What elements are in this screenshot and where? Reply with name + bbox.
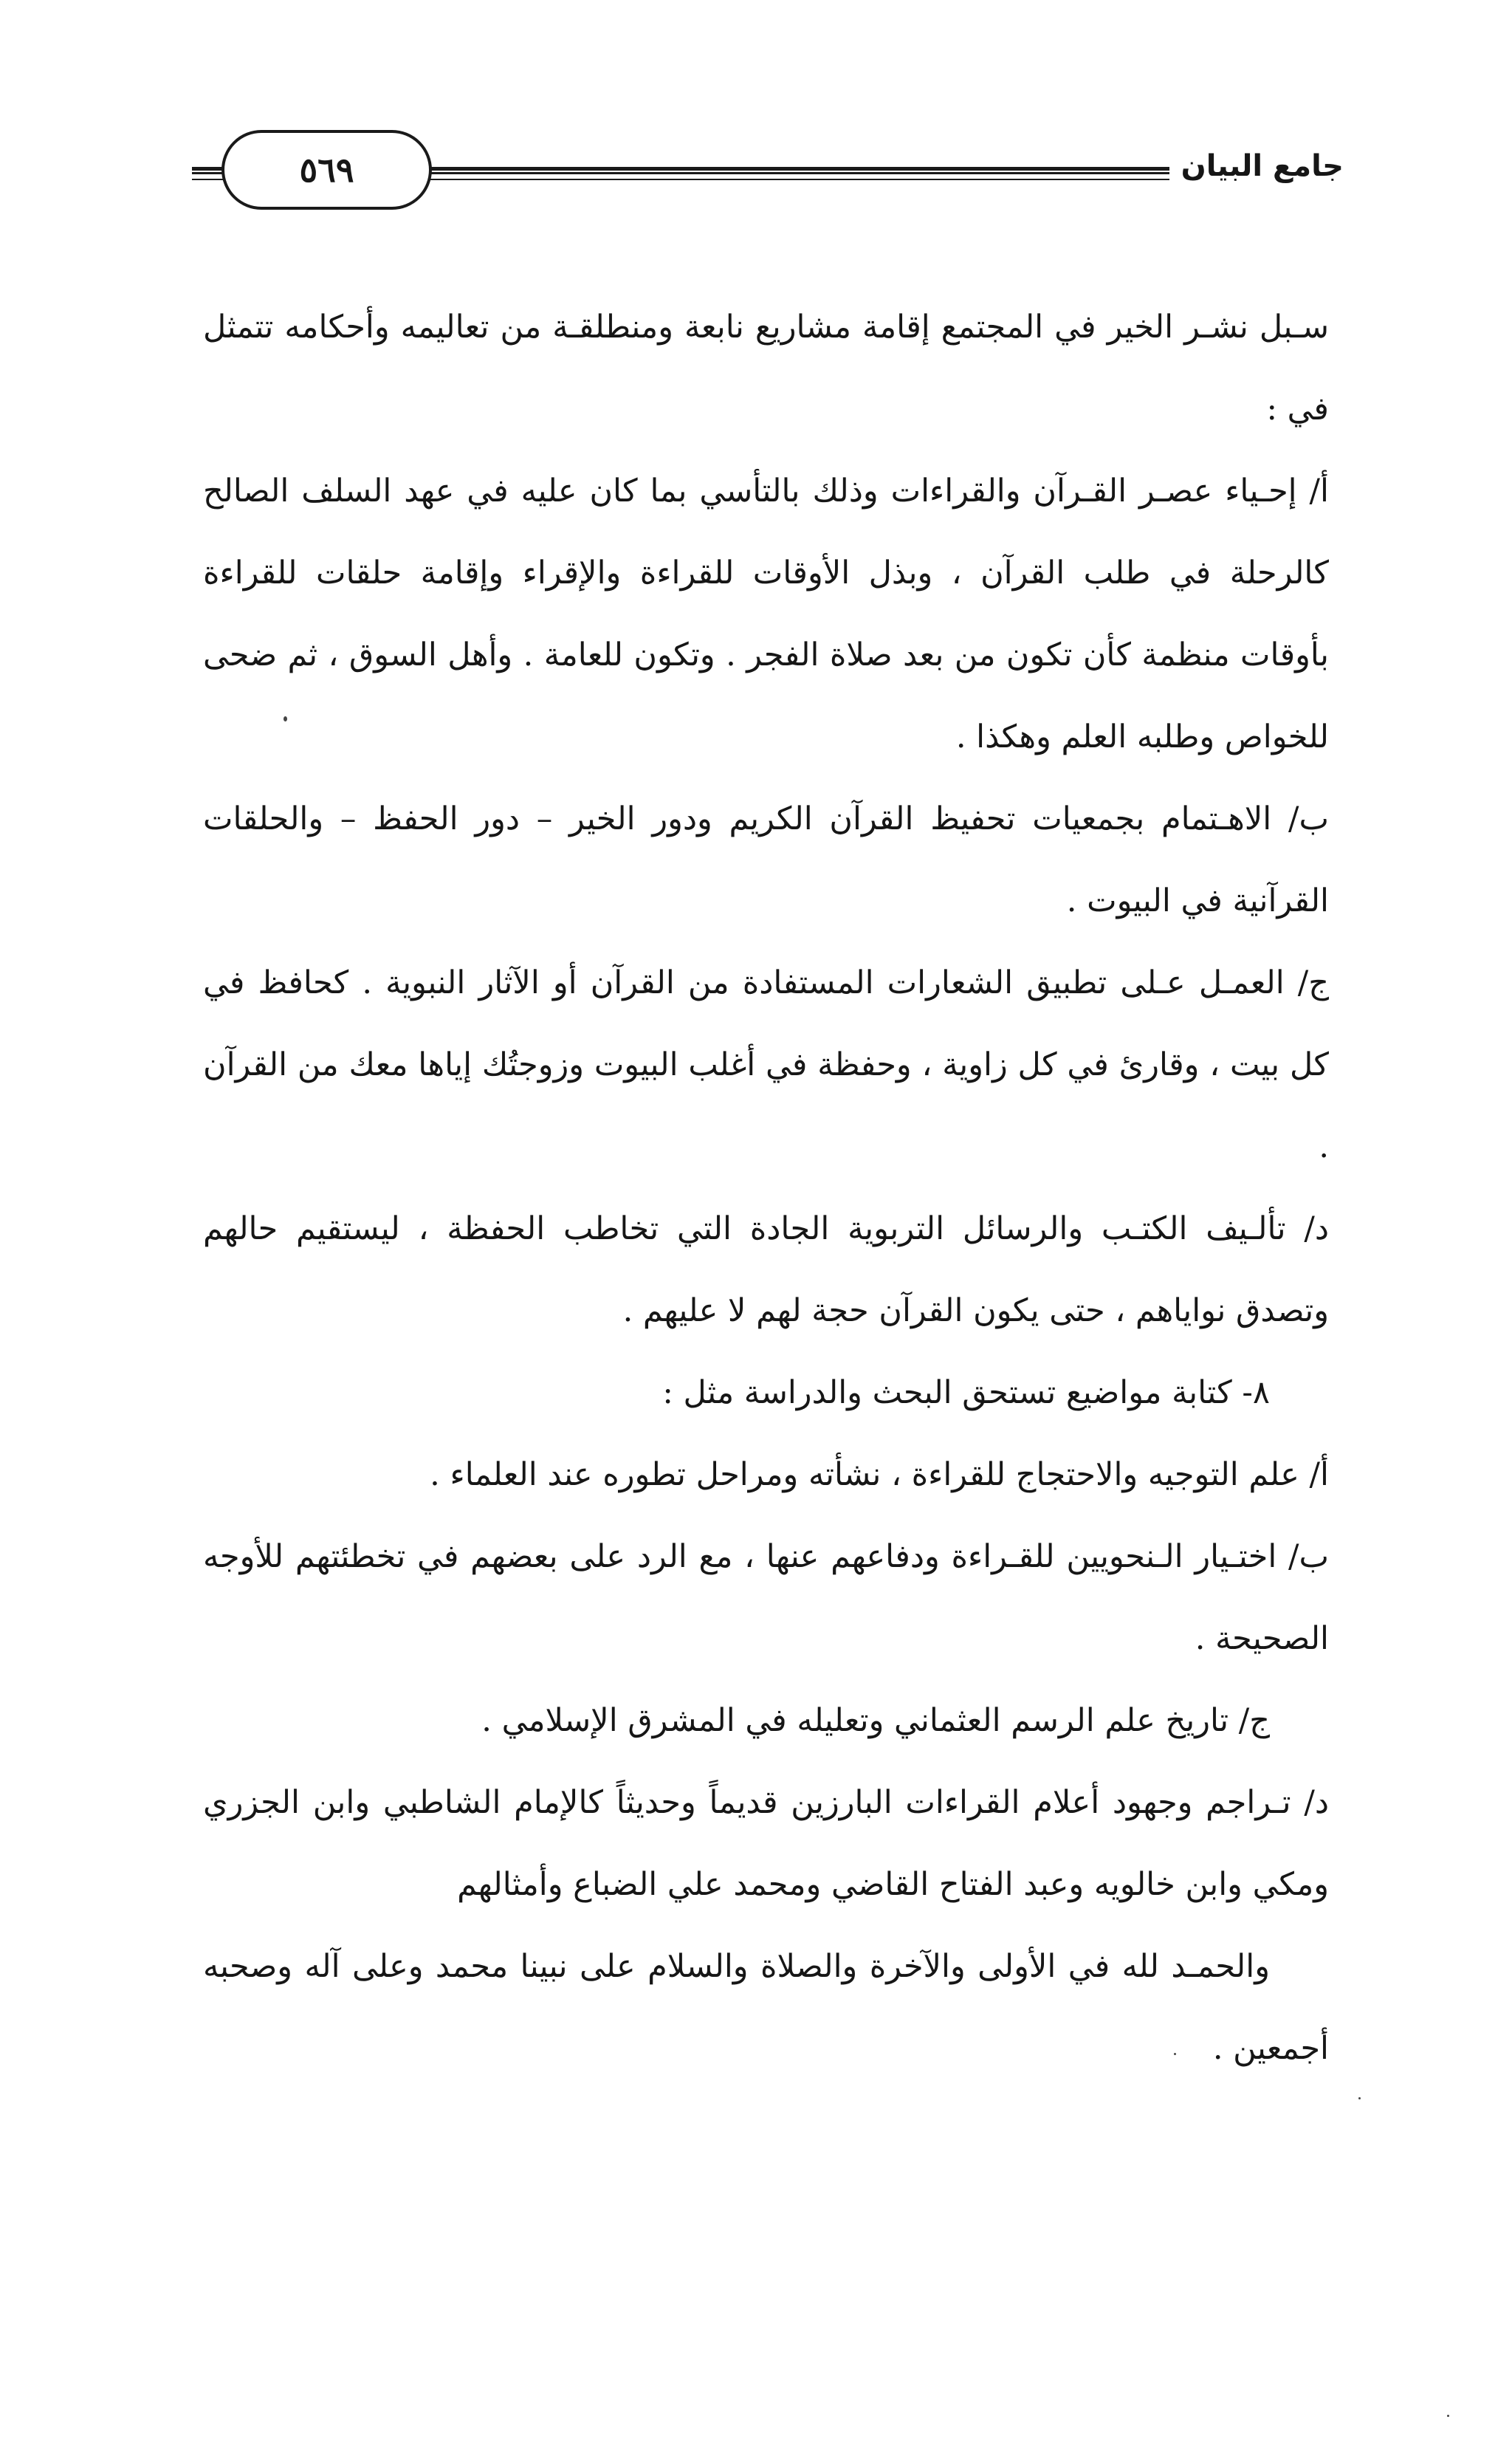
paragraph-item-alif: أ/ إحـياء عصـر القـرآن والقراءات وذلك بالتأسي بما كان عليه في عهد السلف الصالح كالرحلة في طلب القرآن ، وبذل الأوقات للقراءة والإقراء وإقامة حلقات للقراءة بأوقات منظمة كأن تكون من بعد صلاة الفجر . وتكون للعامة . وأهل السوق ، ثم ضحى للخواص وطلبه العلم وهكذا . [203, 473, 1329, 755]
paragraph-item-dal: د/ تألـيف الكتـب والرسائل التربوية الجادة التي تخاطب الحفظة ، ليستقيم حالهم وتصدق نواياهم ، حتى يكون القرآن حجة لهم لا عليهم . [203, 1210, 1329, 1329]
paragraph-sub-ba: ب/ اختـيار الـنحويين للقـراءة ودفاعهم عنها ، مع الرد على بعضهم في تخطئتهم للأوجه الصحيحة . [203, 1538, 1329, 1657]
page-body [203, 287, 1329, 2090]
paragraph-intro: سـبل نشـر الخير في المجتمع إقامة مشاريع نابعة ومنطلقـة من تعاليمه وأحكامه تتمثل في : [203, 309, 1329, 428]
scan-speck [1447, 2415, 1449, 2417]
paragraph-point-8: ٨- كتابة مواضيع تستحق البحث والدراسة مثل : [662, 1374, 1270, 1411]
page-header [177, 130, 1344, 211]
page-number: ٥٦٩ [299, 150, 354, 190]
scan-speck [1358, 2097, 1361, 2099]
scan-speck [1174, 2053, 1176, 2055]
scan-speck [284, 716, 287, 721]
page-number-frame [221, 130, 432, 210]
paragraph-closing: والحمـد لله في الأولى والآخرة والصلاة والسلام على نبينا محمد وعلى آله وصحبه أجمعين . [203, 1948, 1329, 2067]
book-title: جامع البيان [1169, 149, 1344, 183]
paragraph-sub-dal: د/ تـراجم وجهود أعلام القراءات البارزين قديماً وحديثاً كالإمام الشاطبي وابن الجزري ومكي وابن خالويه وعبد الفتاح القاضي ومحمد علي الضباع وأمثالهم [203, 1784, 1329, 1903]
paragraph-item-jim: ج/ العمـل عـلى تطبيق الشعارات المستفادة من القرآن أو الآثار النبوية . كحافظ في كل بيت ، وقارئ في كل زاوية ، وحفظة في أغلب البيوت وزوجتُك إياها معك من القرآن . [203, 964, 1329, 1165]
paragraph-sub-alif: أ/ علم التوجيه والاحتجاج للقراءة ، نشأته ومراحل تطوره عند العلماء . [430, 1456, 1329, 1493]
paragraph-item-ba: ب/ الاهـتمام بجمعيات تحفيظ القرآن الكريم ودور الخير – دور الحفظ – والحلقات القرآنية في البيوت . [203, 800, 1329, 919]
paragraph-sub-jim: ج/ تاريخ علم الرسم العثماني وتعليله في المشرق الإسلامي . [481, 1702, 1270, 1739]
